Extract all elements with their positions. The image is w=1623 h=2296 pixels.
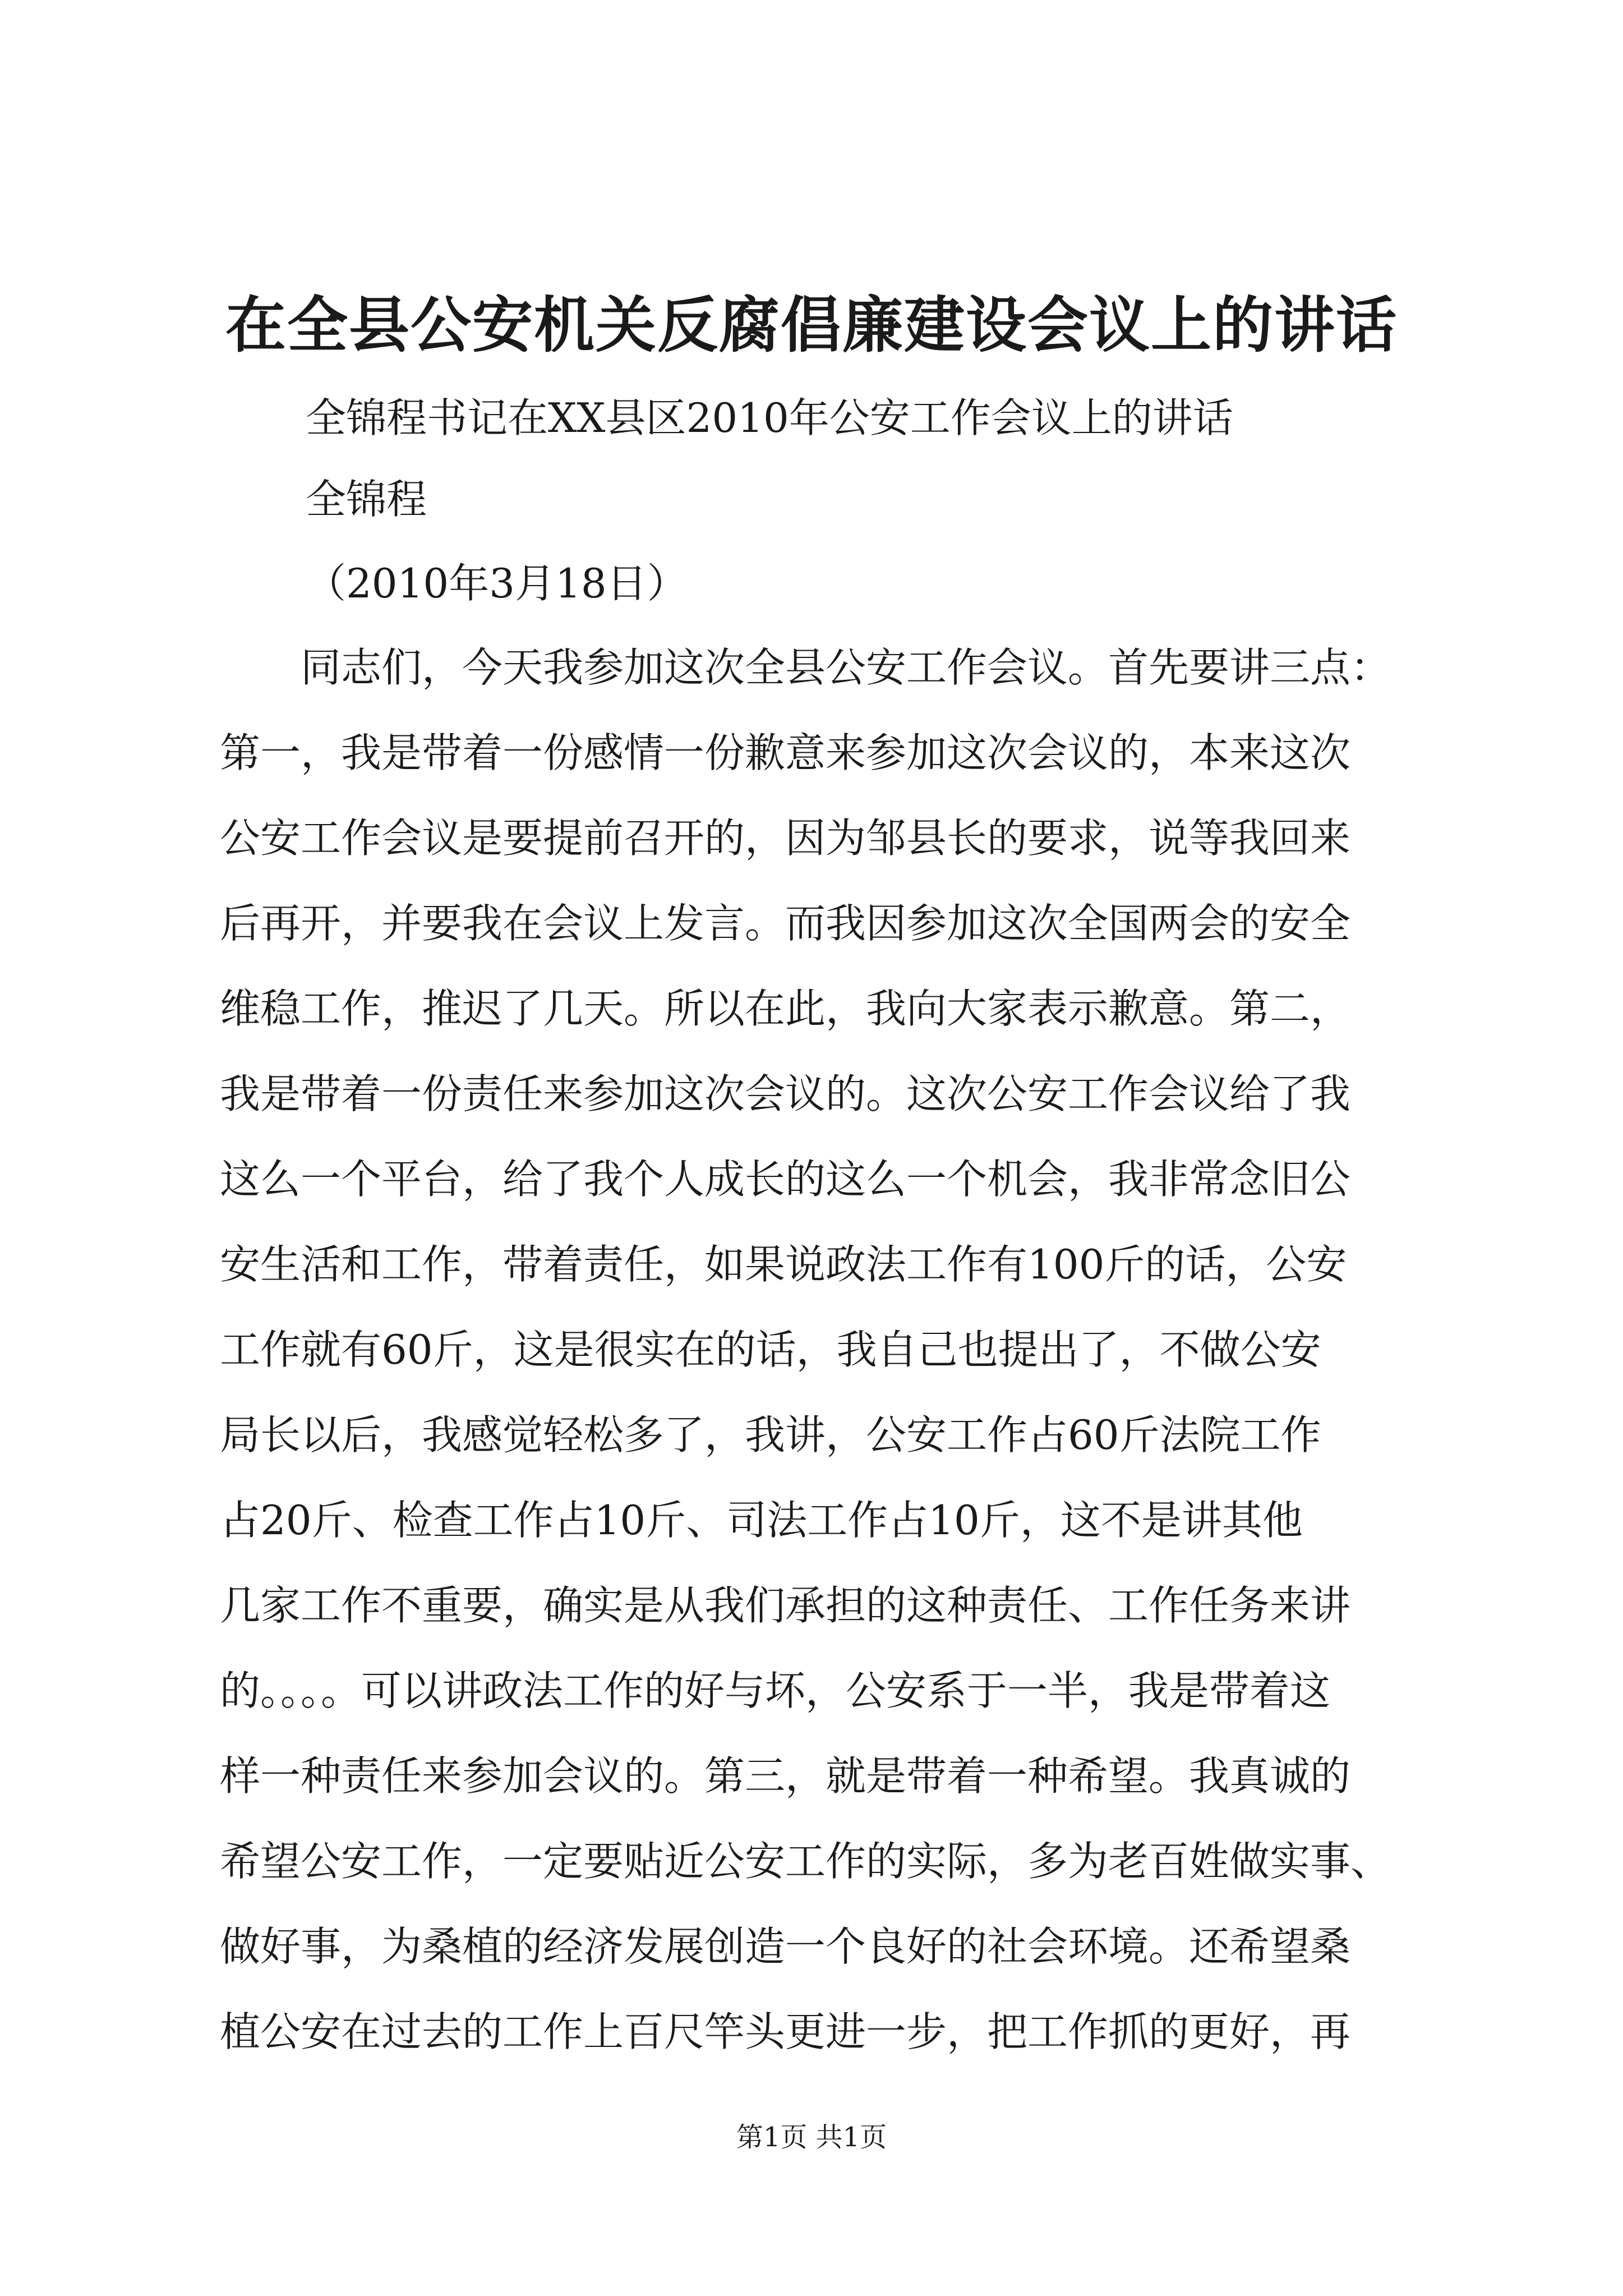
body-line: 维稳工作，推迟了几天。所以在此，我向大家表示歉意。第二， — [220, 985, 1351, 1032]
body-line: 公安工作会议是要提前召开的，因为邹县长的要求，说等我回来 — [220, 815, 1351, 862]
body-line: 几家工作不重要，确实是从我们承担的这种责任、工作任务来讲 — [220, 1582, 1351, 1629]
document-subtitle: 全锦程书记在XX县区2010年公安工作会议上的讲话 — [306, 394, 1233, 441]
body-line: 局长以后，我感觉轻松多了，我讲，公安工作占60斤法院工作 — [220, 1411, 1321, 1458]
body-line: 植公安在过去的工作上百尺竿头更进一步，把工作抓的更好，再 — [220, 2008, 1351, 2055]
body-line: 样一种责任来参加会议的。第三，就是带着一种希望。我真诚的 — [220, 1752, 1351, 1800]
body-line: 工作就有60斤，这是很实在的话，我自己也提出了，不做公安 — [220, 1326, 1321, 1373]
body-line: 我是带着一份责任来参加这次会议的。这次公安工作会议给了我 — [220, 1070, 1351, 1117]
body-line: 的。。。。可以讲政法工作的好与坏，公安系于一半，我是带着这 — [220, 1667, 1331, 1714]
body-line: 做好事，为桑植的经济发展创造一个良好的社会环境。还希望桑 — [220, 1923, 1351, 1970]
body-line: 安生活和工作，带着责任，如果说政法工作有100斤的话，公安 — [220, 1241, 1347, 1288]
body-line: 第一，我是带着一份感情一份歉意来参加这次会议的，本来这次 — [220, 729, 1351, 776]
document-title: 在全县公安机关反腐倡廉建设会议上的讲话 — [225, 290, 1398, 361]
body-line: 同志们，今天我参加这次全县公安工作会议。首先要讲三点： — [220, 644, 1391, 691]
document-author: 全锦程 — [306, 476, 427, 523]
body-line: 后再开，并要我在会议上发言。而我因参加这次全国两会的安全 — [220, 900, 1351, 947]
document-body — [220, 639, 1409, 2089]
page-footer: 第1页 共1页 — [736, 2122, 887, 2153]
body-line: 希望公安工作，一定要贴近公安工作的实际，多为老百姓做实事、 — [220, 1838, 1391, 1885]
body-line: 这么一个平台，给了我个人成长的这么一个机会，我非常念旧公 — [220, 1156, 1351, 1203]
body-line: 占20斤、检查工作占10斤、司法工作占10斤，这不是讲其他 — [220, 1497, 1303, 1544]
document-date: （2010年3月18日） — [306, 560, 688, 607]
